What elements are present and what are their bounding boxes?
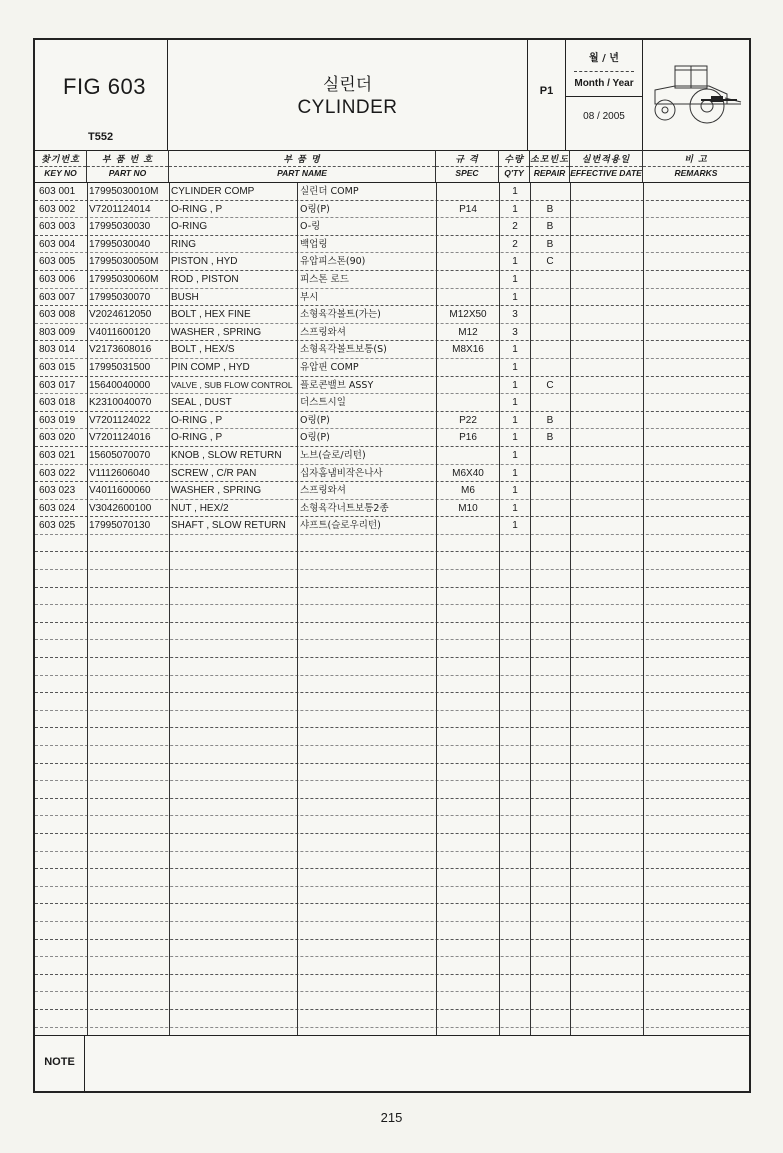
key-number: 603 024 [39,502,76,514]
part-number: V2024612050 [89,309,152,321]
part-number: V2173608016 [89,344,152,356]
key-number: 603 019 [39,414,76,426]
repair-code: B [546,221,554,233]
repair-code: B [546,414,554,426]
note-label-cell [35,1036,85,1092]
date-label-korean: 월 / 년 [589,53,619,64]
col-remarks-ko: 비 고 [684,155,708,165]
quantity: 1 [512,414,518,426]
quantity: 1 [512,432,518,444]
spec [437,377,499,394]
quantity: 1 [512,467,518,479]
quantity: 1 [512,449,518,461]
part-number: 17995030040 [89,238,151,250]
quantity: 1 [512,379,518,391]
key-number: 603 004 [39,238,76,250]
table-row [35,377,749,395]
table-row [35,746,749,764]
spec [437,359,499,376]
spec: P22 [459,414,477,426]
parts-sheet [33,38,751,1093]
quantity: 1 [512,520,518,532]
spec: M6 [461,485,475,497]
part-name-en: BOLT , HEX/S [171,344,235,356]
col-qty-en: Q'TY [504,168,524,178]
part-name-en: O-RING , P [171,432,223,444]
sheet-header [35,40,749,151]
repair-code: B [546,238,554,250]
table-row [35,887,749,905]
table-row [35,500,749,518]
repair-code [530,271,570,288]
part-name-en: KNOB , SLOW RETURN [171,449,282,461]
col-qty [499,150,530,182]
part-name-ko: 소형육각볼트보통(S) [300,344,387,356]
key-number: 603 018 [39,397,76,409]
title-cell [168,40,528,150]
table-row [35,816,749,834]
part-number: V3042600100 [89,502,152,514]
quantity: 1 [512,203,518,215]
table-row [35,183,749,201]
part-name-en: SCREW , C/R PAN [171,467,257,479]
repair-code [530,183,570,200]
spec: M12 [458,326,478,338]
table-row [35,975,749,993]
spec [437,253,499,270]
spec [437,447,499,464]
part-name-en: SHAFT , SLOW RETURN [171,520,286,532]
part-name-en: RING [171,238,196,250]
key-number: 603 015 [39,361,76,373]
part-name-en: PIN COMP , HYD [171,361,250,373]
table-row [35,676,749,694]
part-number: 17995030010M [89,186,159,197]
col-repair [530,150,570,182]
col-spec-ko: 규 격 [455,155,479,165]
title-english: CYLINDER [297,97,398,118]
part-name-en: WASHER , SPRING [171,326,262,338]
quantity: 3 [512,326,518,338]
note-section [35,1035,749,1092]
spec [437,517,499,534]
table-row [35,447,749,465]
part-number: V7201124022 [89,414,151,426]
part-name-en: BUSH [171,291,199,303]
table-row [35,271,749,289]
repair-code: C [546,379,554,391]
quantity: 1 [512,273,518,285]
part-name-ko: 백업링 [300,238,328,250]
key-number: 603 025 [39,520,76,532]
figure-cell [35,40,168,150]
part-number: 17995030030 [89,221,151,233]
note-label: NOTE [44,1056,75,1068]
col-remarks [643,150,749,182]
quantity: 2 [512,221,518,233]
repair-code [530,324,570,341]
part-name-ko: 스프링와셔 [300,326,346,338]
table-row [35,429,749,447]
col-part-no-en: PART NO [108,168,147,178]
repair-code [530,394,570,411]
repair-code: B [546,203,554,215]
part-name-ko: 더스트시일 [300,397,346,409]
repair-code [530,482,570,499]
table-row [35,781,749,799]
table-row [35,1010,749,1028]
part-name-ko: O-링 [300,221,321,233]
part-name-ko: O링(P) [300,432,330,444]
part-name-ko: 소형육각너트보통2종 [300,502,389,514]
table-row [35,605,749,623]
part-name-ko: 소형육각볼트(가는) [300,309,381,321]
spec [437,218,499,235]
part-number: V7201124014 [89,203,151,215]
key-number: 603 001 [39,186,76,197]
col-spec [436,150,499,182]
key-number: 603 017 [39,379,76,391]
key-number: 603 022 [39,467,76,479]
table-row [35,957,749,975]
quantity: 3 [512,309,518,321]
spec [437,236,499,253]
table-row [35,922,749,940]
quantity: 1 [512,361,518,373]
spec: P14 [459,203,477,215]
table-row [35,289,749,307]
key-number: 603 020 [39,432,76,444]
part-number: V1112606040 [89,467,150,479]
part-name-ko: O링(P) [300,203,330,215]
repair-code [530,306,570,323]
quantity: 1 [512,502,518,514]
part-number: 17995030050M [89,256,159,268]
part-name-ko: O링(P) [300,414,330,426]
part-number: V4011600120 [89,326,151,338]
key-number: 603 007 [39,291,76,303]
part-number: 15605070070 [89,449,151,461]
part-name-en: WASHER , SPRING [171,485,262,497]
table-row [35,940,749,958]
repair-code [530,341,570,358]
col-repair-en: REPAIR [533,168,566,178]
table-row [35,465,749,483]
spec: M8X16 [452,344,484,356]
date-value: 08 / 2005 [583,111,625,122]
table-row [35,552,749,570]
part-number: 15640040000 [89,379,151,391]
table-row [35,394,749,412]
table-row [35,992,749,1010]
part-name-en: NUT , HEX/2 [171,502,229,514]
table-row [35,218,749,236]
part-name-ko: 스프링와셔 [300,485,346,497]
part-number: 17995030070 [89,291,151,303]
table-row [35,904,749,922]
key-number: 603 021 [39,449,76,461]
quantity: 1 [512,291,518,303]
part-name-ko: 유압핀 COMP [300,361,359,373]
repair-code: C [546,256,554,268]
figure-number: FIG 603 [63,74,146,99]
table-row [35,834,749,852]
title-korean: 실린더 [322,75,373,95]
table-row [35,482,749,500]
part-name-ko: 샤프트(슬로우리턴) [300,520,381,532]
spec [437,289,499,306]
col-part-no-ko: 부 품 번 호 [101,155,154,165]
part-name-en: SEAL , DUST [171,397,232,409]
repair-code [530,447,570,464]
column-header-row [35,150,749,183]
key-number: 603 002 [39,203,76,215]
part-name-ko: 노브(슬로/리턴) [300,449,366,461]
table-row [35,324,749,342]
spec: M12X50 [449,309,487,321]
key-number: 603 023 [39,485,76,497]
table-row [35,658,749,676]
model-code: T552 [88,131,114,143]
part-name-en: PISTON , HYD [171,256,238,268]
table-row [35,201,749,219]
spec [437,271,499,288]
key-number: 803 009 [39,326,76,338]
table-row [35,359,749,377]
date-label-english: Month / Year [574,78,634,89]
key-number: 603 008 [39,309,76,321]
part-name-en: VALVE , SUB FLOW CONTROL [171,379,293,390]
spec [437,183,499,200]
page-cell [528,40,566,150]
part-number: V4011600060 [89,485,151,497]
table-row [35,693,749,711]
key-number: 603 006 [39,273,76,285]
spec [437,394,499,411]
tractor-icon [647,60,745,130]
col-part-name-en: PART NAME [277,168,327,178]
part-name-ko: 플로콘밸브 ASSY [300,379,374,391]
table-row [35,253,749,271]
table-row [35,623,749,641]
page-code: P1 [539,85,554,97]
part-name-ko: 실린더 COMP [300,186,359,197]
quantity: 1 [512,256,518,268]
part-number: K2310040070 [89,397,152,409]
repair-code [530,517,570,534]
repair-code [530,359,570,376]
table-row [35,869,749,887]
table-row [35,570,749,588]
table-row [35,535,749,553]
col-effective-en: EFFECTIVE DATE [570,168,642,178]
table-row [35,711,749,729]
part-name-en: BOLT , HEX FINE [171,309,251,321]
col-repair-ko: 소모빈도 [530,155,569,165]
repair-code [530,500,570,517]
table-row [35,764,749,782]
key-number: 603 003 [39,221,76,233]
quantity: 1 [512,397,518,409]
table-row [35,588,749,606]
col-key-ko: 찾기번호 [41,155,80,165]
table-row [35,799,749,817]
repair-code [530,465,570,482]
col-effective-ko: 실번적용일 [581,155,631,165]
col-key [35,150,87,182]
col-part-name [169,150,436,182]
key-number: 803 014 [39,344,76,356]
part-name-ko: 유압피스톤(90) [300,256,366,268]
part-number: 17995030060M [89,273,159,285]
table-row [35,728,749,746]
part-number: 17995031500 [89,361,151,373]
table-row [35,306,749,324]
tractor-illustration-cell [643,40,749,150]
col-part-no [87,150,169,182]
part-number: 17995070130 [89,520,151,532]
spec: M6X40 [452,467,484,479]
table-row [35,517,749,535]
part-name-en: O-RING [171,221,208,233]
part-name-ko: 피스톤 로드 [300,273,349,285]
part-name-en: O-RING , P [171,414,223,426]
part-name-en: ROD , PISTON [171,273,239,285]
col-effective-date [570,150,643,182]
table-row [35,341,749,359]
quantity: 1 [512,344,518,356]
part-name-ko: 부시 [300,291,319,303]
col-part-name-ko: 부 품 명 [283,155,321,165]
repair-code [530,289,570,306]
col-key-en: KEY NO [44,168,77,178]
parts-table-body [35,183,749,1035]
quantity: 1 [512,186,518,197]
part-name-en: CYLINDER COMP [171,186,255,197]
spec: P16 [459,432,477,444]
table-row [35,852,749,870]
table-row [35,412,749,430]
date-cell [566,40,643,150]
col-spec-en: SPEC [455,168,479,178]
col-qty-ko: 수량 [504,155,524,165]
page-number: 215 [380,1110,403,1125]
table-row [35,640,749,658]
spec: M10 [458,502,478,514]
quantity: 2 [512,238,518,250]
part-name-en: O-RING , P [171,203,223,215]
part-name-ko: 십자홈냄비작은나사 [300,467,383,479]
quantity: 1 [512,485,518,497]
col-remarks-en: REMARKS [674,168,718,178]
part-number: V7201124016 [89,432,151,444]
table-row [35,236,749,254]
repair-code: B [546,432,554,444]
key-number: 603 005 [39,256,76,268]
